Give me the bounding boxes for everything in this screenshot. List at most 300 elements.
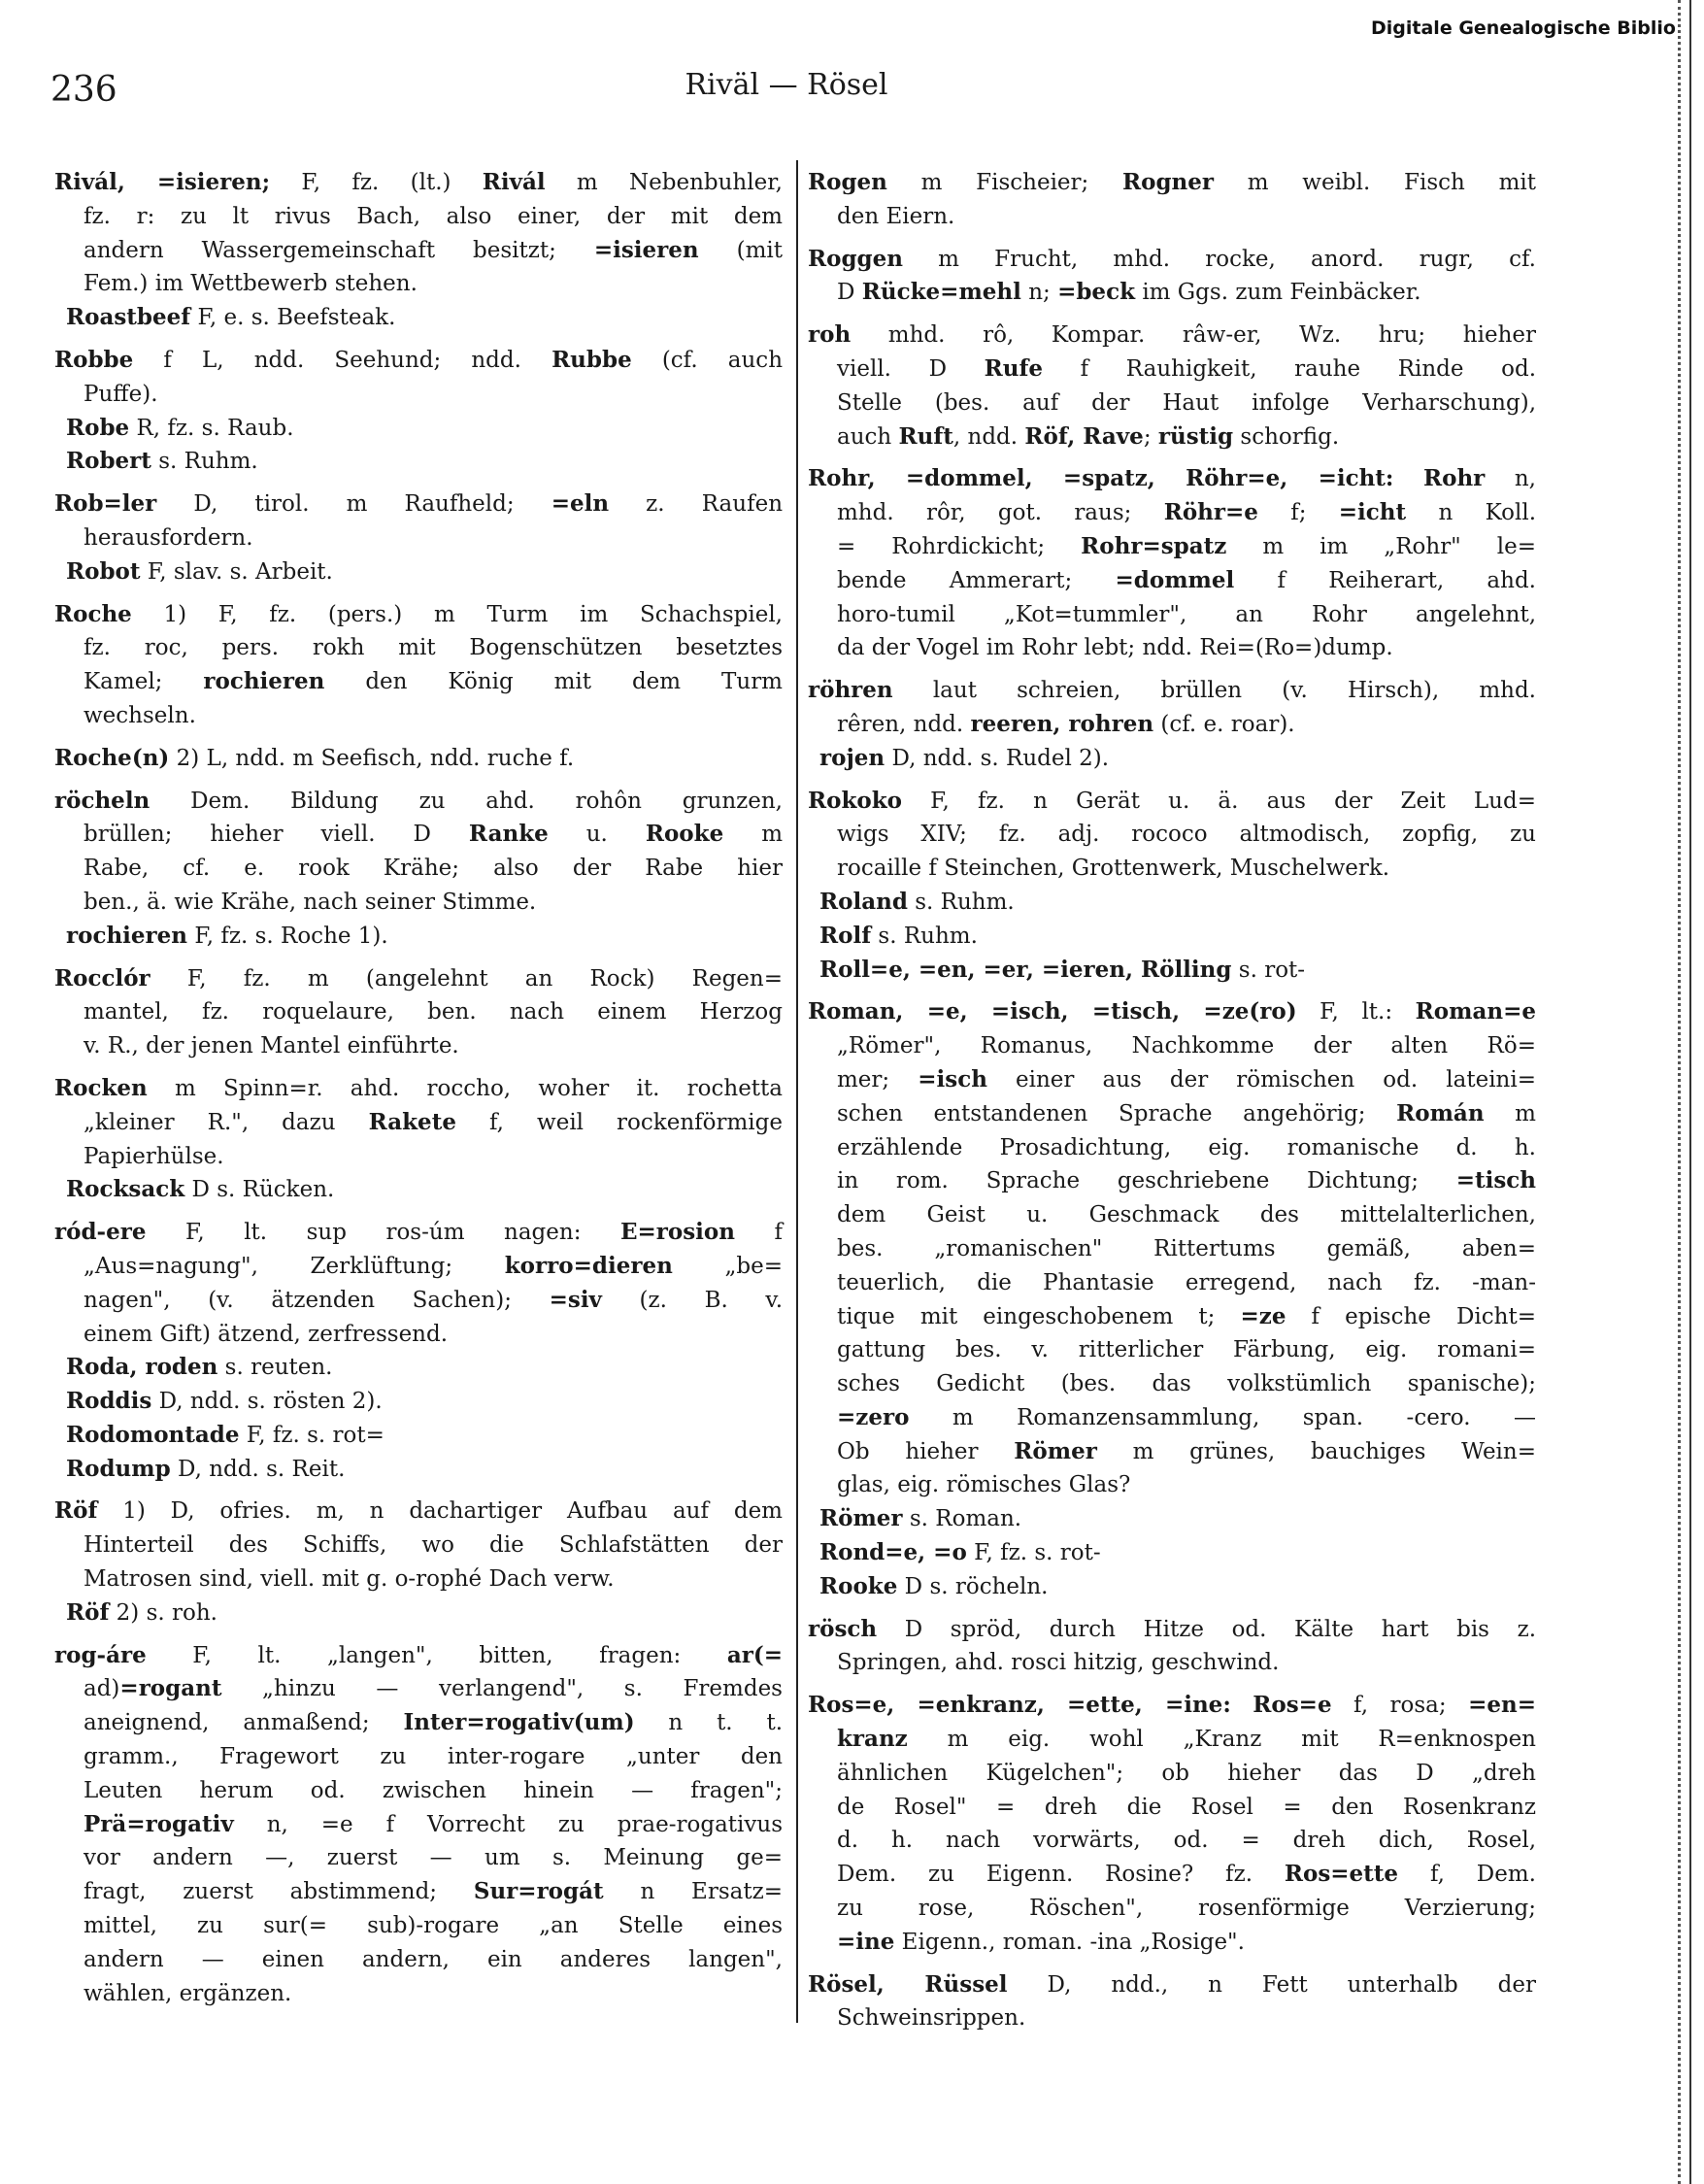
subentry-line (54, 412, 783, 446)
headword: =beck (1057, 279, 1136, 306)
definition-text: n Ersatz= (603, 1879, 783, 1905)
definition-text: laut schreien, brüllen (v. Hirsch), mhd. (892, 678, 1536, 704)
entry-continuation-line (54, 699, 783, 733)
definition-text: teuerlich, die Phantasie erregend, nach fz. -man- (837, 1269, 1536, 1295)
headword: Rohr (1423, 465, 1486, 492)
entry-continuation-line (54, 1875, 783, 1909)
definition-text: ad) (84, 1676, 120, 1702)
headword: Roche (54, 600, 132, 627)
definition-text: andern — einen andern, ein anderes langen", (84, 1946, 783, 1972)
entry-continuation-line (54, 1106, 783, 1140)
entry-continuation-line (54, 1029, 783, 1063)
subentry-line (54, 1596, 783, 1630)
entry-line (54, 962, 783, 996)
headword: Ros=ette (1284, 1861, 1399, 1888)
entry-continuation-line (808, 1063, 1536, 1097)
definition-text: auch (837, 423, 899, 450)
definition-text: m im „Rohr" le= (1226, 533, 1536, 559)
entry-continuation-line (808, 1892, 1536, 1926)
left-column (54, 157, 783, 2010)
headword: Römer (819, 1505, 903, 1532)
subentry-line (54, 920, 783, 954)
definition-text: schorfig. (1233, 423, 1340, 450)
entry-continuation-line (808, 276, 1536, 310)
entry-continuation-line (808, 1029, 1536, 1063)
subentry-line (808, 742, 1536, 776)
definition-text: m Frucht, mhd. rocke, anord. rugr, cf. (902, 246, 1536, 272)
headword: Rocken (54, 1074, 148, 1101)
entry-continuation-line (54, 1841, 783, 1875)
definition-text: Rabe, cf. e. rook Krähe; also der Rabe hier (84, 856, 783, 882)
entry-continuation-line (808, 1723, 1536, 1757)
definition-text: F, e. s. Beefsteak. (190, 305, 396, 331)
definition-text: D spröd, durch Hitze od. Kälte hart bis z. (877, 1616, 1536, 1642)
definition-text: Kamel; (84, 669, 204, 695)
headword: Roman=e (1415, 998, 1536, 1025)
headword: röcheln (54, 787, 150, 814)
definition-text: mer; (837, 1066, 919, 1092)
definition-text: (z. B. v. (601, 1287, 784, 1313)
headword: korro=dieren (504, 1252, 673, 1279)
definition-text: m Spinn=r. ahd. roccho, woher it. rochetta (147, 1075, 783, 1101)
headword: Röf (66, 1598, 110, 1626)
entry-line (808, 166, 1536, 200)
definition-text: gramm., Fragewort zu inter-rogare „unter den (84, 1744, 783, 1770)
definition-text: m grünes, bauchiges Wein= (1096, 1438, 1536, 1464)
definition-text: mantel, fz. roquelaure, ben. nach einem Herzog (84, 999, 783, 1025)
headword: Robe (66, 414, 130, 441)
right-column (808, 157, 1536, 2035)
definition-text: im Ggs. zum Feinbäcker. (1135, 280, 1421, 306)
entry-line (54, 1495, 783, 1529)
headword: Roman, =e, =isch, =tisch, =ze(ro) (808, 998, 1297, 1025)
definition-text: s. Ruhm. (150, 449, 258, 475)
definition-text: D s. röcheln. (897, 1573, 1049, 1599)
headword: rösch (808, 1615, 878, 1642)
entry-continuation-line (808, 1824, 1536, 1858)
headword: Rivál (482, 169, 546, 195)
definition-text: Hinterteil des Schiffs, wo die Schlafstätten der (84, 1532, 783, 1559)
headword: Ruft (898, 422, 953, 450)
entry-continuation-line (54, 1909, 783, 1943)
headword: reeren, rohren (970, 710, 1154, 737)
entry-continuation-line (808, 420, 1536, 454)
definition-text: s. Ruhm. (907, 889, 1015, 915)
headword: =ine (837, 1928, 895, 1955)
definition-text: brüllen; hieher viell. D (84, 822, 469, 848)
headword: Inter=rogativ(um) (403, 1709, 635, 1736)
headword: =ze (1240, 1302, 1286, 1329)
headword: ar(= (726, 1641, 783, 1668)
entry-continuation-line (54, 886, 783, 920)
definition-text: viell. D (837, 355, 985, 382)
definition-text: ben., ä. wie Krähe, nach seiner Stimme. (84, 889, 537, 915)
definition-text: gattung bes. v. ritterlicher Färbung, eig. romani= (837, 1337, 1536, 1363)
definition-text: horo-tumil „Kot=tummler", an Rohr angelehnt, (837, 601, 1536, 627)
definition-text: rêren, ndd. (837, 711, 971, 737)
entry-continuation-line (808, 564, 1536, 598)
entry-line (54, 166, 783, 200)
subentry-line (54, 1385, 783, 1419)
definition-text: den König mit dem Turm (324, 669, 783, 695)
headword: Rivál, =isieren; (54, 169, 271, 195)
headword: Rob=ler (54, 490, 157, 518)
definition-text: bes. „romanischen" Rittertums gemäß, aben= (837, 1235, 1536, 1261)
entry-continuation-line (54, 1562, 783, 1596)
definition-text: fz. roc, pers. rokh mit Bogenschützen besetztes (84, 635, 783, 661)
definition-text: f; (1257, 500, 1339, 526)
headword: Röf, Rave (1024, 422, 1144, 450)
entry-continuation-line (54, 1250, 783, 1284)
entry-continuation-line (54, 1706, 783, 1740)
entry-line (54, 785, 783, 819)
entry-line (808, 1968, 1536, 2002)
entry-continuation-line (54, 267, 783, 301)
definition-text: f L, ndd. Seehund; ndd. (133, 347, 552, 373)
entry-continuation-line (808, 631, 1536, 665)
definition-text: m (723, 822, 783, 848)
definition-text (1393, 466, 1423, 491)
subentry-line (54, 1351, 783, 1385)
definition-text: D, ndd. s. rösten 2). (151, 1389, 383, 1415)
definition-text: (cf. auch (631, 347, 784, 373)
scan-edge-line (1689, 0, 1691, 2184)
definition-text: bende Ammerart; (837, 567, 1116, 593)
entry-line (54, 487, 783, 521)
definition-text: sches Gedicht (bes. das volkstümlich spanische); (837, 1371, 1536, 1397)
entry-continuation-line (808, 1791, 1536, 1825)
definition-text: andern Wassergemeinschaft besitzt; (84, 237, 594, 263)
entry-continuation-line (808, 598, 1536, 632)
entry-line (808, 319, 1536, 353)
headword: Rakete (368, 1108, 456, 1135)
definition-text: s. Ruhm. (871, 923, 978, 949)
headword: Rocksack (66, 1176, 185, 1203)
entry-continuation-line (808, 1757, 1536, 1791)
definition-text: glas, eig. römisches Glas? (837, 1472, 1131, 1498)
definition-text: s. Roman. (902, 1506, 1022, 1532)
definition-text: m (1484, 1100, 1536, 1126)
entry-continuation-line (808, 1401, 1536, 1435)
entry-continuation-line (54, 1740, 783, 1774)
headword: =isieren (593, 236, 699, 263)
definition-text (1231, 1693, 1253, 1718)
definition-text: de Rosel" = dreh die Rosel = den Rosenkranz (837, 1794, 1536, 1820)
definition-text: m eig. wohl „Kranz mit R=enknospen (907, 1727, 1536, 1753)
definition-text: F, fz. s. Roche 1). (187, 923, 388, 949)
definition-text: F, lt. „langen", bitten, fragen: (146, 1642, 727, 1668)
definition-text: Leuten herum od. zwischen hinein — fragen"; (84, 1777, 783, 1803)
entry-continuation-line (808, 818, 1536, 852)
definition-text: F, slav. s. Arbeit. (140, 558, 333, 585)
subentry-line (808, 1536, 1536, 1570)
definition-text: s. reuten. (217, 1355, 333, 1381)
definition-text: schen entstandenen Sprache angehörig; (837, 1100, 1397, 1126)
definition-text: „hinzu — verlangend", s. Fremdes (221, 1676, 783, 1702)
headword: E=rosion (619, 1219, 735, 1246)
entry-line (808, 674, 1536, 708)
entry-continuation-line (808, 1435, 1536, 1469)
definition-text: (mit (698, 237, 783, 263)
headword: Rokoko (808, 787, 903, 814)
definition-text: einer aus der römischen od. lateini= (986, 1066, 1536, 1092)
definition-text: n, (1485, 466, 1536, 492)
definition-text: m Romanzensammlung, span. -cero. — (909, 1404, 1536, 1430)
definition-text: „kleiner R.", dazu (84, 1109, 369, 1135)
headword: Röf (54, 1497, 98, 1525)
definition-text: D, tirol. m Raufheld; (156, 491, 551, 518)
headword: Rocclór (54, 964, 150, 991)
entry-line (808, 995, 1536, 1029)
headword: =icht (1338, 499, 1407, 526)
entry-continuation-line (54, 1774, 783, 1808)
definition-text: herausfordern. (84, 524, 253, 551)
headword: ród-ere (54, 1219, 147, 1246)
entry-continuation-line (808, 852, 1536, 886)
headword: Prä=rogativ (84, 1810, 234, 1837)
subentry-line (808, 1502, 1536, 1536)
headword: Rogner (1122, 169, 1215, 195)
definition-text: dem Geist u. Geschmack des mittelalterlichen, (837, 1202, 1536, 1228)
headword: Rohr, =dommel, =spatz, Röhr=e, =icht: (808, 465, 1394, 492)
definition-text: n Koll. (1406, 500, 1536, 526)
definition-text: fragt, zuerst abstimmend; (84, 1879, 474, 1905)
headword: =siv (549, 1286, 602, 1313)
headword: Roddis (66, 1388, 152, 1415)
entry-continuation-line (808, 1333, 1536, 1367)
definition-text: u. (548, 822, 646, 848)
definition-text: f, rosa; (1331, 1693, 1469, 1719)
entry-continuation-line (808, 1198, 1536, 1232)
definition-text: f, Dem. (1398, 1862, 1536, 1888)
headword: Ros=e (1253, 1692, 1332, 1719)
entry-line (54, 344, 783, 378)
definition-text: D (837, 280, 862, 306)
definition-text: in rom. Sprache geschriebene Dichtung; (837, 1168, 1456, 1194)
subentry-line (54, 1173, 783, 1207)
entry-line (54, 598, 783, 632)
definition-text: 2) s. roh. (109, 1599, 217, 1626)
definition-text: ; (1143, 423, 1158, 450)
headword: =isch (918, 1065, 987, 1092)
definition-text: d. h. nach vorwärts, od. = dreh dich, Rosel, (837, 1828, 1536, 1854)
definition-text: da der Vogel im Rohr lebt; ndd. Rei=(Ro=)dump. (837, 635, 1393, 661)
subentry-line (54, 555, 783, 589)
definition-text: Fem.) im Wettbewerb stehen. (84, 271, 418, 297)
page-number: 236 (50, 70, 117, 110)
entry-continuation-line (808, 200, 1536, 234)
subentry-line (54, 445, 783, 479)
definition-text: fz. r: zu lt rivus Bach, also einer, der mit dem (84, 203, 783, 229)
headword: =zero (837, 1403, 910, 1430)
entry-continuation-line (54, 200, 783, 234)
definition-text: F, fz. m (angelehnt an Rock) Regen= (150, 965, 783, 991)
entry-continuation-line (808, 1232, 1536, 1266)
headword: Rodump (66, 1455, 171, 1482)
entry-continuation-line (808, 1646, 1536, 1680)
definition-text: n t. t. (634, 1710, 784, 1736)
headword: Römer (1014, 1437, 1097, 1464)
entry-continuation-line (808, 386, 1536, 420)
definition-text: f (734, 1220, 783, 1246)
headword: röhren (808, 677, 893, 704)
definition-text: „Aus=nagung", Zerklüftung; (84, 1253, 505, 1279)
entry-line (808, 462, 1536, 496)
entry-continuation-line (54, 1284, 783, 1318)
definition-text: wechseln. (84, 702, 196, 728)
definition-text: Schweinsrippen. (837, 2005, 1026, 2032)
entry-continuation-line (808, 1468, 1536, 1502)
definition-text: F, fz. s. rot- (966, 1540, 1101, 1566)
library-watermark: Digitale Genealogische Biblio (1371, 17, 1676, 39)
headword: rochieren (203, 668, 325, 695)
headword: Ranke (468, 821, 549, 848)
headword: rochieren (66, 922, 188, 949)
definition-text: n, =e f Vorrecht zu prae-rogativus (233, 1811, 783, 1837)
headword: Rolf (819, 922, 872, 949)
headword: Robbe (54, 346, 134, 373)
definition-text: m weibl. Fisch mit (1214, 170, 1536, 195)
definition-text: Papierhülse. (84, 1143, 224, 1169)
definition-text: D, ndd., n Fett unterhalb der (1007, 1971, 1536, 1998)
headword: Rohr=spatz (1081, 532, 1227, 559)
headword: Rogen (808, 169, 887, 195)
definition-text: (cf. e. roar). (1153, 711, 1295, 737)
subentry-line (54, 1453, 783, 1487)
headword: Rubbe (551, 346, 632, 373)
entry-continuation-line (808, 1367, 1536, 1401)
entry-continuation-line (54, 1808, 783, 1842)
definition-text: n; (1020, 280, 1058, 306)
entry-continuation-line (54, 665, 783, 699)
subentry-line (808, 920, 1536, 954)
headword: =en= (1468, 1692, 1536, 1719)
subentry-line (808, 954, 1536, 988)
entry-continuation-line (808, 1858, 1536, 1892)
entry-line (808, 243, 1536, 277)
entry-continuation-line (808, 708, 1536, 742)
entry-continuation-line (808, 1266, 1536, 1300)
definition-text: aneignend, anmaßend; (84, 1710, 404, 1736)
entry-continuation-line (54, 1977, 783, 2011)
headword: Rösel, Rüssel (808, 1970, 1008, 1998)
definition-text: den Eiern. (837, 203, 955, 229)
headword: =dommel (1115, 566, 1235, 593)
definition-text: f epische Dicht= (1286, 1303, 1536, 1329)
entry-continuation-line (54, 852, 783, 886)
entry-continuation-line (808, 1131, 1536, 1165)
subentry-line (808, 1570, 1536, 1604)
entry-line (54, 1072, 783, 1106)
definition-text: Springen, ahd. rosci hitzig, geschwind. (837, 1650, 1280, 1676)
definition-text: = Rohrdickicht; (837, 533, 1082, 559)
entry-continuation-line (808, 353, 1536, 386)
headword: =tisch (1455, 1167, 1536, 1194)
definition-text: f Rauhigkeit, rauhe Rinde od. (1043, 355, 1537, 382)
definition-text: Dem. zu Eigenn. Rosine? fz. (837, 1862, 1285, 1888)
headword: roh (808, 321, 852, 349)
definition-text: F, fz. s. rot= (239, 1422, 384, 1448)
entry-line (54, 1216, 783, 1250)
entry-continuation-line (54, 1318, 783, 1352)
entry-continuation-line (54, 1140, 783, 1174)
definition-text: einem Gift) ätzend, zerfressend. (84, 1321, 449, 1347)
definition-text: wählen, ergänzen. (84, 1980, 292, 2006)
headword: Rond=e, =o (819, 1539, 967, 1566)
definition-text: Ob hieher (837, 1438, 1015, 1464)
entry-continuation-line (54, 234, 783, 268)
definition-text: m Fischeier; (886, 170, 1123, 195)
entry-continuation-line (808, 1097, 1536, 1131)
definition-text: 1) D, ofries. m, n dachartiger Aufbau auf dem (97, 1498, 783, 1525)
definition-text: F, fz. n Gerät u. ä. aus der Zeit Lud= (902, 788, 1536, 814)
entry-continuation-line (808, 530, 1536, 564)
headword: Roggen (808, 245, 903, 272)
entry-line (808, 785, 1536, 819)
definition-text: Dem. Bildung zu ahd. rohôn grunzen, (150, 788, 783, 814)
entry-line (54, 742, 783, 776)
entry-continuation-line (808, 1926, 1536, 1960)
headword: rüstig (1157, 422, 1234, 450)
definition-text: f Reiherart, ahd. (1234, 567, 1536, 593)
subentry-line (54, 301, 783, 335)
definition-text: 1) F, fz. (pers.) m Turm im Schachspiel, (131, 601, 783, 627)
entry-continuation-line (808, 2001, 1536, 2035)
definition-text: wigs XIV; fz. adj. rococo altmodisch, zopfig, zu (837, 822, 1536, 848)
definition-text: tique mit eingeschobenem t; (837, 1303, 1241, 1329)
headword: Robert (66, 448, 151, 475)
entry-continuation-line (54, 818, 783, 852)
entry-continuation-line (54, 1672, 783, 1706)
definition-text: Puffe). (84, 381, 158, 407)
definition-text: Stelle (bes. auf der Haut infolge Verharschung), (837, 389, 1536, 416)
entry-continuation-line (54, 1943, 783, 1977)
definition-text: „be= (672, 1253, 783, 1279)
entry-continuation-line (54, 378, 783, 412)
headword: Sur=rogát (473, 1878, 604, 1905)
subentry-line (54, 1419, 783, 1453)
definition-text: m Nebenbuhler, (545, 170, 783, 195)
headword: Roastbeef (66, 304, 191, 331)
definition-text: mittel, zu sur(= sub)-rogare „an Stelle eines (84, 1913, 783, 1939)
definition-text: F, fz. (lt.) (270, 170, 483, 195)
definition-text: , ndd. (952, 423, 1025, 450)
definition-text: f, weil rockenförmige (455, 1109, 783, 1135)
entry-continuation-line (808, 1300, 1536, 1334)
definition-text: D, ndd. s. Rudel 2). (885, 745, 1110, 771)
entry-line (54, 1639, 783, 1673)
definition-text: ähnlichen Kügelchen"; ob hieher das D „dreh (837, 1760, 1536, 1786)
headword: Roll=e, =en, =er, =ieren, Rölling (819, 956, 1232, 983)
definition-text: vor andern —, zuerst — um s. Meinung ge= (84, 1845, 783, 1871)
headword: kranz (837, 1726, 908, 1753)
definition-text: Matrosen sind, viell. mit g. o-rophé Dach verw. (84, 1566, 615, 1593)
definition-text: z. Raufen (609, 491, 784, 518)
headword: Román (1396, 1099, 1485, 1126)
headword: Roda, roden (66, 1354, 218, 1381)
headword: Rodomontade (66, 1421, 240, 1448)
definition-text: s. rot- (1231, 957, 1306, 983)
definition-text: v. R., der jenen Mantel einführte. (84, 1033, 459, 1059)
headword: =eln (551, 490, 610, 518)
headword: Roland (819, 888, 908, 915)
headword: rog-áre (54, 1641, 147, 1668)
definition-text: rocaille f Steinchen, Grottenwerk, Muschelwerk. (837, 856, 1390, 882)
entry-continuation-line (54, 995, 783, 1029)
entry-continuation-line (54, 1529, 783, 1562)
definition-text: D s. Rücken. (184, 1177, 335, 1203)
definition-text: „Römer", Romanus, Nachkomme der alten Rö= (837, 1033, 1536, 1059)
